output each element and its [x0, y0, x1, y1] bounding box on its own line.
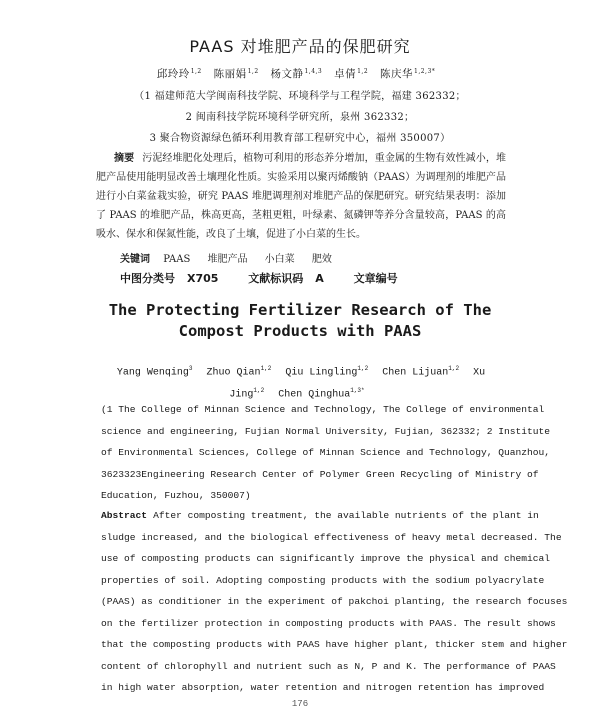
author-affiliation-marker: 1,2: [190, 67, 202, 75]
english-abstract-line: on the fertilizer protection in composting products with PAAS. The result shows: [101, 617, 556, 629]
english-affiliation-line: science and engineering, Fujian Normal University, Fujian, 362332; 2 Institute: [101, 425, 551, 437]
author-name: Qiu Lingling: [285, 367, 358, 379]
english-abstract-label: Abstract: [101, 510, 148, 521]
english-abstract-line: (PAAS) as conditioner in the experiment of pakchoi planting, the research focuses: [101, 596, 568, 607]
english-affiliation-line: 3623323Engineering Research Center of Polymer Green Recycling of Ministry of: [101, 468, 539, 480]
keywords-label: 关键词: [120, 254, 150, 265]
english-abstract-line: sludge increased, and the biological effectiveness of heavy metal decreased. The: [101, 531, 562, 543]
author-name: Xu Jing: [229, 367, 486, 401]
article-number-label: 文章编号: [353, 272, 398, 285]
english-abstract-line: properties of soil. Adopting composting products with the sodium polyacrylate: [101, 574, 545, 586]
author-name: 陈丽娟: [213, 68, 247, 80]
english-author-list: [96, 360, 506, 405]
clc-label: 中图分类号: [120, 272, 175, 285]
english-abstract-line: content of chlorophyll and nutrient such as N, P and K. The performance of PAAS: [101, 660, 556, 672]
author-affiliation-marker: 1,2: [260, 365, 272, 372]
author-name: Chen Qinghua: [278, 389, 351, 401]
english-abstract-line: After composting treatment, the available nutrients of the plant in: [153, 510, 539, 521]
chinese-affiliation-line: （1 福建师范大学闽南科技学院、环境科学与工程学院，福建 362332；: [134, 91, 466, 102]
author-affiliation-marker: 1,2: [357, 365, 369, 372]
doc-code-label: 文献标识码: [248, 272, 304, 285]
english-affiliation-line: Education, Fuzhou, 350007): [101, 490, 251, 501]
author-name: 卓倩: [334, 68, 357, 80]
english-title: [0, 300, 600, 342]
english-abstract: [101, 505, 568, 699]
chinese-affiliation-line: 2 闽南科技学院环境科学研究所，泉州 362332；: [185, 112, 415, 123]
chinese-abstract-text: 污泥经堆肥化处理后，植物可利用的形态养分增加，重金属的生物有效性减小，堆肥产品使用能明显改善土壤理化性质。实验采用以聚丙烯酸钠（PAAS）为调理剂的堆肥产品进行小白菜盆栽实验，研究 PAAS 堆肥调理剂对堆肥产品的保肥研究。研究结果表明：添加了 PAAS 的堆肥产品，株高更高，茎粗更粗，叶绿素、氮磷钾等养分含量较高，PAAS 的高吸水、保水和保氮性能，改良了土壤，促进了小白菜的生长。: [96, 153, 507, 240]
page-number: 176: [291, 699, 309, 709]
chinese-keywords: [120, 250, 346, 265]
author-name: 杨文静: [270, 68, 304, 80]
author-name: Chen Lijuan: [382, 367, 449, 379]
chinese-abstract-label: 摘要: [114, 153, 135, 164]
doc-code-value: A: [315, 272, 324, 285]
chinese-author-list: [0, 66, 600, 81]
author-name: 邱玲玲: [156, 68, 190, 80]
author-affiliation-marker: 1,2: [448, 365, 460, 372]
chinese-title: PAAS 对堆肥产品的保肥研究: [189, 37, 411, 56]
author-affiliation-marker: 1,2,3*: [414, 67, 436, 75]
english-title-line: The Protecting Fertilizer Research of The: [108, 301, 492, 319]
keyword: PAAS: [163, 254, 191, 265]
keyword: 小白菜: [264, 254, 295, 265]
author-affiliation-marker: 3: [188, 365, 193, 372]
keyword: 堆肥产品: [207, 254, 248, 265]
author-affiliation-marker: 1,2: [357, 67, 369, 75]
author-name: Yang Wenqing: [116, 367, 189, 379]
author-affiliation-marker: 1,2: [247, 67, 259, 75]
author-affiliation-marker: 1,2: [253, 387, 265, 395]
classification-line: [120, 270, 410, 286]
clc-value: X705: [187, 272, 219, 285]
author-name: Zhuo Qian: [206, 367, 261, 379]
english-affiliation-line: (1 The College of Minnan Science and Technology, The College of environmental: [101, 404, 545, 415]
english-abstract-line: that the composting products with PAAS have higher plant, thicker stem and higher: [101, 639, 568, 650]
english-title-line: Compost Products with PAAS: [178, 322, 422, 340]
english-affiliation-line: of Environmental Sciences, College of Minnan Science and Technology, Quanzhou,: [101, 447, 551, 458]
english-affiliations: [101, 399, 551, 507]
keyword: 肥效: [311, 254, 332, 265]
chinese-affiliation-line: 3 聚合物资源绿色循环利用教育部工程研究中心，福州 350007）: [149, 133, 451, 144]
author-affiliation-marker: 1,3*: [350, 387, 365, 395]
author-affiliation-marker: 1,4,3: [304, 67, 323, 75]
english-abstract-line: in high water absorption, water retention and nitrogen retention has improved: [101, 682, 545, 693]
english-abstract-line: use of composting products can significantly improve the physical and chemical: [101, 553, 551, 564]
author-name: 陈庆华: [380, 68, 413, 80]
chinese-abstract: [96, 149, 506, 244]
